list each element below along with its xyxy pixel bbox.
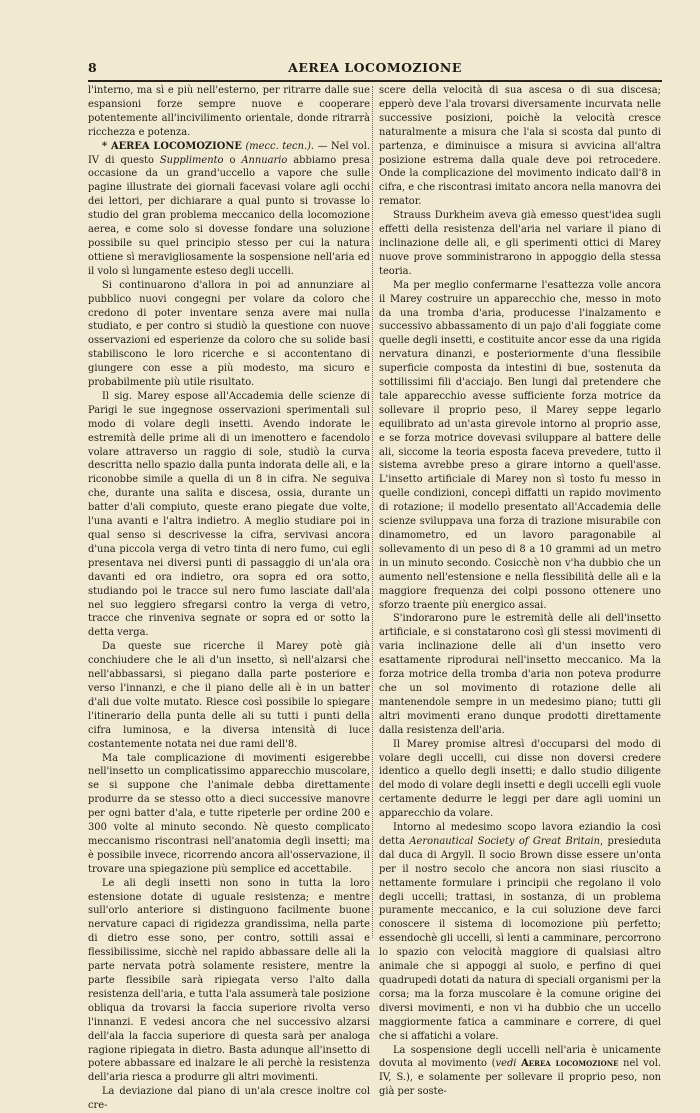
paragraph: scere della velocità di sua ascesa o di sua discesa; epperò deve l'ala trovarsi diversamente incurvata nelle successive posizioni, poichè la velocità cresce naturalmente a misura che l'ala si scosta dal punto di partenza, e diminuisce a misura si avvicina all'altra posizione estrema dalla quale deve poi retrocedere. Onde la complicazione del movimento indicato dall'8 in cifra, e che riscontrasi imitato ancora nella manovra dei remator.	[379, 85, 661, 208]
text-run: abbiamo presa occasione da un grand'uccello a vapore che sulle pagine illustrate dei giornali facevasi volare agli occhi dei lettori, per dichiarare a qual punto si trovasse lo studio del gran problema meccanico della locomozione aerea, e come solo si dovesse fondare una soluzione possibile su quel principio stesso per cui la natura ottiene sì meravigliosamente la sospensione nell'aria ed il volo sì lungamente esteso degli uccelli.	[88, 154, 370, 277]
paragraph: l'interno, ma sì e più nell'esterno, per ritrarre dalle sue espansioni forze sempre nuove e cooperare potentemente all'incivilimento orientale, donde ritrarrà ricchezza e potenza.	[88, 85, 370, 138]
running-title: AEREA LOCOMOZIONE	[288, 60, 462, 75]
paragraph: Il sig. Marey espose all'Accademia delle scienze di Parigi le sue ingegnose osservazioni sperimentali sul modo di volare degli insetti. Avendo indorate le estremità delle prime ali di un imenottero e facendolo volare attraverso un raggio di sole, studiò la curva descritta nello spazio dalla punta indorata delle ali, e la riconobbe simile a quella di un 8 in cifra. Ne seguiva che, durante una salita e discesa, ossia, durante un batter d'ali compiuto, queste erano piegate due volte, l'una avanti e l'altra indietro. A meglio studiare poi in qual senso si descrivesse la cifra, servivasi ancora d'una piccola verga di vetro tinta di nero fumo, cui egli presentava nei diversi punti di passaggio di un'ala ora davanti ed ora indietro, ora sopra ed ora sotto, studiando poi le tracce sul nero fumo lasciate dall'ala nel suo leggiero sfregarsi contro la verga di vetro, tracce che rinveniva segnate or sopra ed or sotto la detta verga.	[88, 390, 370, 639]
page-number: 8	[88, 60, 97, 75]
text-run: nel vol. IV, S.), e solamente per sollevare il proprio peso, non già per soste-	[379, 1058, 661, 1098]
paragraph: Il Marey promise altresì d'occuparsi del modo di volare degli uccelli, cui disse non doversi credere identico a quello degli insetti; e dallo studio diligente del modo di volare degli insetti e degli uccelli egli vuole certamente dedurre le leggi per dare agli uomini un apparecchio da volare.	[379, 738, 661, 820]
entry-abbreviation: (mecc. tecn.).	[245, 140, 315, 152]
paragraph-entry-aerea-locomozione	[88, 140, 370, 279]
paragraph	[379, 821, 661, 1044]
text-run: La sospensione degli uccelli nell'aria è unicamente dovuta al movimento (	[379, 1044, 661, 1070]
paragraph: Le ali degli insetti non sono in tutta la loro estensione dotate di uguale resistenza; e mentre sull'orlo anteriore si distinguono facilmente buone nervature capaci di rigidezza grandissima, nella parte di dietro esse sono, per contro, sottili assai e flessibilissime, sicchè nel rapido abbassare delle ali la parte nervata potrà solamente resistere, mentre la parte flessibile sarà ripiegata verso l'alto dalla resistenza dell'aria, e tutta l'ala assumerà tale posizione obliqua da trovarsi la faccia superiore rivolta verso l'innanzi. E vedesi ancora che nel successivo alzarsi dell'ala la faccia superiore di questa sarà per analoga ragione ripiegata in dietro. Basta adunque all'insetto di potere abbassare ed inalzare le ali perchè la resistenza dell'aria riesca a produrre gli altri movimenti.	[88, 877, 370, 1084]
paragraph: S'indorarono pure le estremità delle ali dell'insetto artificiale, e si constatarono così gli stessi movimenti di varia inclinazione delle ali d'un insetto vero esattamente riprodurai nell'insetto meccanico. Ma la forza motrice della tromba d'aria non poteva produrre che un sol movimento di rotazione delle ali mantenendole sempre in un medesimo piano; tutti gli altri movimenti erano dunque prodotti direttamente dalla resistenza dell'aria.	[379, 613, 661, 736]
paragraph: Ma tale complicazione di movimenti esigerebbe nell'insetto un complicatissimo apparecchio muscolare, se si suppone che l'animale debba direttamente produrre da se stesso otto a dieci successive manovre per ogni batter d'ala, e tutte ripeterle per ordine 200 e 300 volte al minuto secondo. Nè questo complicato meccanismo riscontrasi nell'anatomia degli insetti; ma è possibile invece, ricorrendo ancora all'osservazione, il trovare una spiegazione più semplice ed accettabile.	[88, 752, 370, 875]
text-run: o	[229, 154, 236, 166]
header-rule	[88, 80, 662, 82]
paragraph	[379, 1044, 661, 1100]
paragraph: Strauss Durkheim aveva già emesso quest'idea sugli effetti della resistenza dell'aria nel variare il piano di inclinazione delle ali, e gli sperimenti ottici di Marey nuove prove somministrarono in appoggio della stessa teoria.	[379, 210, 661, 277]
paragraph: La deviazione dal piano di un'ala cresce inoltre col cre-	[88, 1086, 370, 1112]
italic-run: Annuario	[241, 154, 288, 166]
paragraph: Ma per meglio confermarne l'esattezza volle ancora il Marey costruire un apparecchio che, messo in moto da una tromba d'aria, producesse l'inalzamento e successivo abbassamento di un pajo d'ali foggiate come quelle degli insetti, e costituite ancor esse da una rigida nervatura dinanzi, e posteriormente d'una flessibile superficie composta da intestini di bue, sostenuta da sottilissimi fili d'acciajo. Ben lungi dal pretendere che tale apparecchio avesse sufficiente forza motrice da sollevare il proprio peso, il Marey seppe legarlo equilibrato ad un'asta girevole intorno al proprio asse, e se forza motrice dovevasi sviluppare al battere delle ali, siccome la teoria esposta faceva prevedere, tutto il sistema avrebbe preso a girare intorno a quell'asse. L'insetto artificiale di Marey non sì tosto fu messo in quelle condizioni, concepì diffatti un rapido movimento di rotazione; il modello presentato all'Accademia delle scienze sviluppava una forza di trazione misurabile con dinamometro, ed un lavoro paragonabile al sollevamento di un peso di 8 a 10 grammi ad un metro in un minuto secondo. Cosicchè non v'ha dubbio che un aumento nell'estensione e nella flessibilità delle ali e la maggiore frequenza dei colpi possono ottenere uno sforzo traente più energico assai.	[379, 279, 661, 611]
left-column	[88, 84, 370, 1112]
italic-run: Supplimento	[159, 154, 224, 166]
entry-heading: * AEREA LOCOMOZIONE	[102, 140, 242, 152]
text-run: — Nel vol. IV di questo	[88, 140, 370, 166]
small-caps-run: Aerea locomozione	[521, 1058, 619, 1070]
paragraph: Da queste sue ricerche il Marey potè già conchiudere che le ali d'un insetto, sì nell'alzarsi che nell'abbassarsi, si piegano dalla parte posteriore e verso l'innanzi, e che il piano delle ali è in un batter d'ali due volte mutato. Riesce così possibile lo spiegare l'itinerario della punta delle ali su tutti i punti della cifra luminosa, e la diversa intensità di luce costantemente notata nei due rami dell'8.	[88, 641, 370, 750]
page-header	[88, 60, 662, 78]
italic-run: vedi	[495, 1058, 517, 1070]
text-run: , presieduta dal duca di Argyll. Il socio Brown disse essere un'onta per il nostro secolo che ancora non siasi riuscito a nettamente formulare i principii che regolano il volo degli uccelli; trattasi, in sostanza, di un problema puramente meccanico, e la cui soluzione deve farci conoscere il sistema di locomozione più perfetto; essendochè gli uccelli, sì lenti a camminare, percorrono lo spazio con velocità maggiore di qualsiasi altro animale che si appoggi al suolo, e perfino di quei quadrupedi dotati da natura di speciali organismi per la corsa; ma la forza muscolare è la comune origine dei diversi movimenti, e non vi ha dubbio che un uccello maggiormente fatica a camminare e correre, di quel che si affatichi a volare.	[379, 835, 661, 1042]
right-column	[379, 84, 661, 1098]
paragraph: Si continuarono d'allora in poi ad annunziare al pubblico nuovi congegni per volare da coloro che credono di poter inventare senza avere mai nulla studiato, e per contro si studiò la questione con nuove osservazioni ed esperienze da coloro che su solide basi stabiliscono le loro ricerche e si accontentano di giungere con esse a più modesto, ma sicuro e probabilmente più utile risultato.	[88, 279, 370, 389]
italic-run: Aeronautical Society of Great Britain	[409, 835, 600, 847]
column-divider	[372, 86, 373, 938]
text-run: Intorno al medesimo scopo lavora eziandio la così detta	[379, 822, 661, 847]
